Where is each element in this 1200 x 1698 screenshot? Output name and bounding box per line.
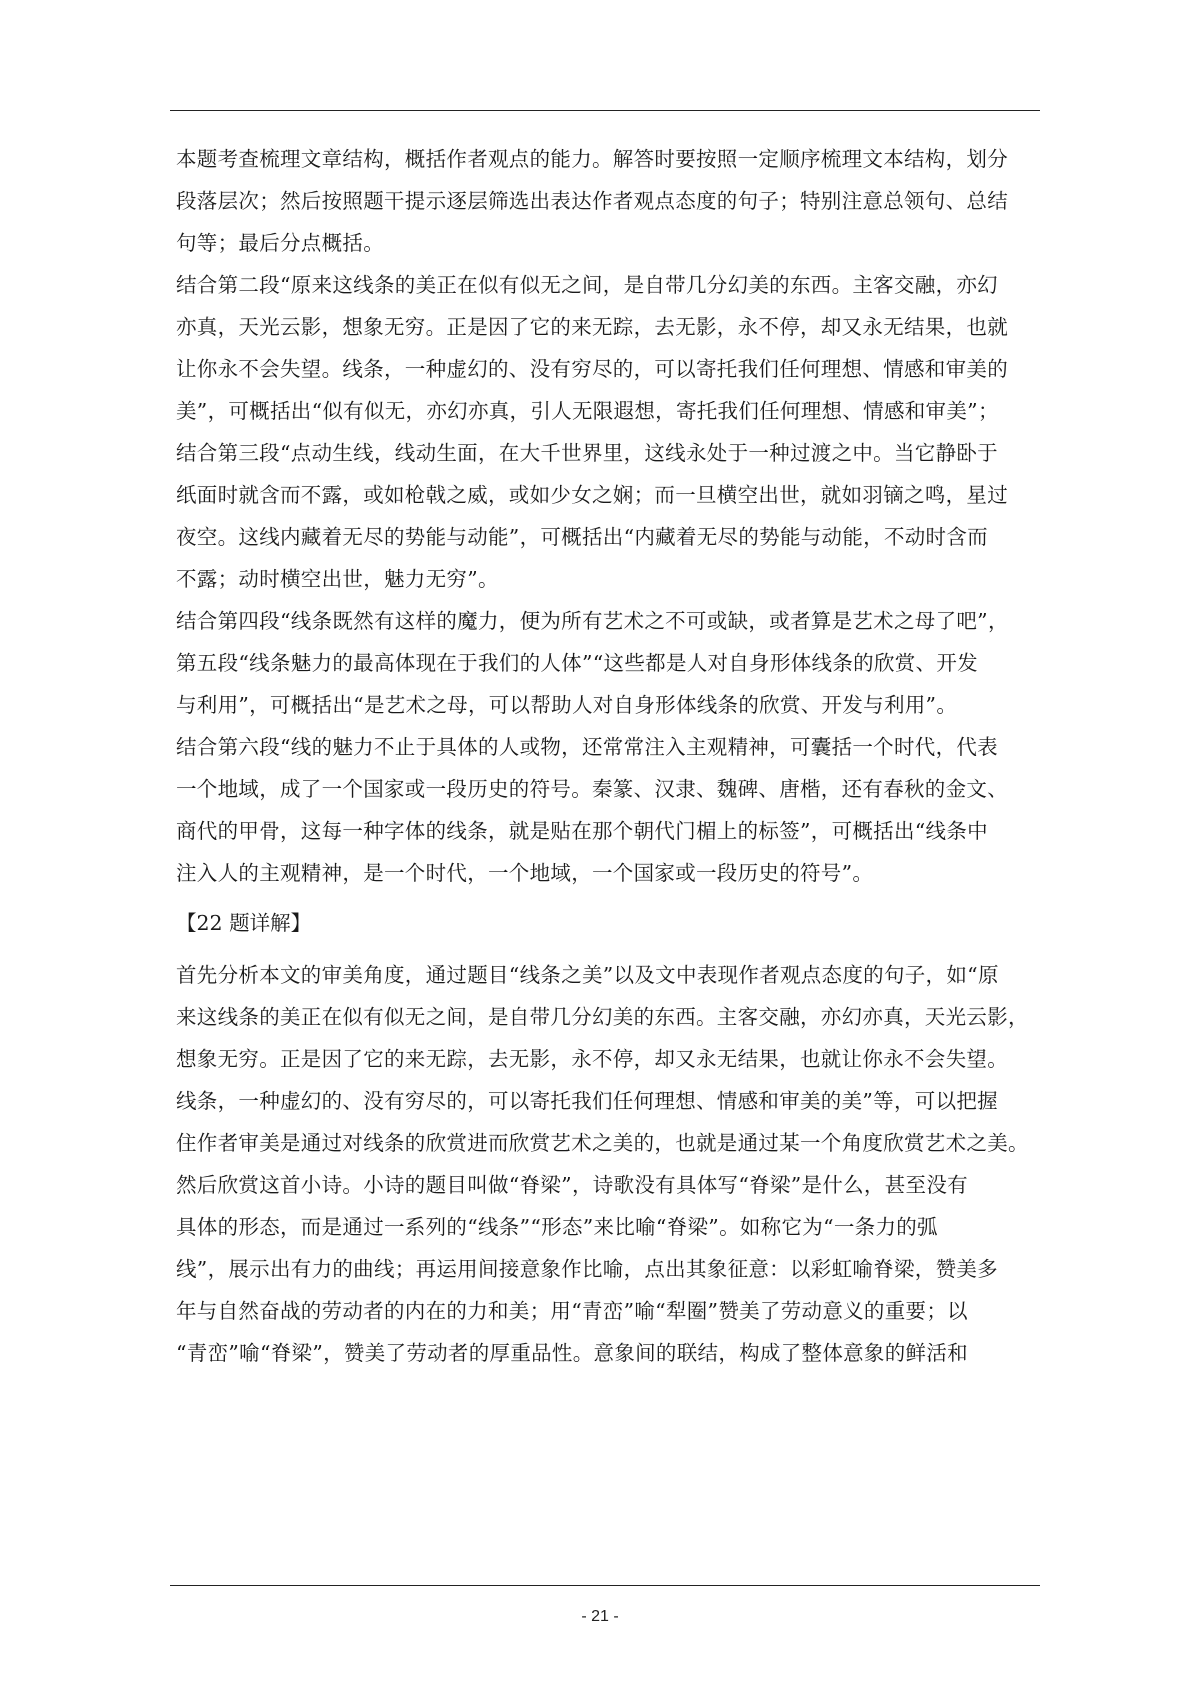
text-line: 然后欣赏这首小诗。小诗的题目叫做“脊梁”，诗歌没有具体写“脊梁”是什么，甚至没有	[176, 1173, 968, 1197]
paragraph-3	[176, 432, 1034, 600]
text-line: 结合第四段“线条既然有这样的魔力，便为所有艺术之不可或缺，或者算是艺术之母了吧”，	[176, 609, 1009, 633]
text-line: 让你永不会失望。线条，一种虚幻的、没有穷尽的，可以寄托我们任何理想、情感和审美的	[176, 357, 1008, 381]
text-line: 结合第六段“线的魅力不止于具体的人或物，还常常注入主观精神，可囊括一个时代，代表	[176, 735, 998, 759]
text-line: 商代的甲骨，这每一种字体的线条，就是贴在那个朝代门楣上的标签”，可概括出“线条中	[176, 819, 988, 843]
text-line: 结合第二段“原来这线条的美正在似有似无之间，是自带几分幻美的东西。主客交融，亦幻	[176, 273, 998, 297]
text-line: 结合第三段“点动生线，线动生面，在大千世界里，这线永处于一种过渡之中。当它静卧于	[176, 441, 998, 465]
text-line: 注入人的主观精神，是一个时代，一个地域，一个国家或一段历史的符号”。	[176, 861, 874, 885]
text-line: 年与自然奋战的劳动者的内在的力和美；用“青峦”喻“犁圈”赞美了劳动意义的重要；以	[176, 1299, 968, 1323]
text-line: 本题考查梳理文章结构，概括作者观点的能力。解答时要按照一定顺序梳理文本结构，划分	[176, 147, 1008, 171]
text-line: 段落层次；然后按照题干提示逐层筛选出表达作者观点态度的句子；特别注意总领句、总结	[176, 189, 1008, 213]
text-line: 来这线条的美正在似有似无之间，是自带几分幻美的东西。主客交融，亦幻亦真，天光云影，	[176, 1005, 1029, 1029]
text-line: 首先分析本文的审美角度，通过题目“线条之美”以及文中表现作者观点态度的句子，如“原	[176, 963, 999, 987]
text-line: 想象无穷。正是因了它的来无踪，去无影，永不停，却又永无结果，也就让你永不会失望。	[176, 1047, 1008, 1071]
text-line: 住作者审美是通过对线条的欣赏进而欣赏艺术之美的，也就是通过某一个角度欣赏艺术之美。	[176, 1131, 1029, 1155]
text-line: 美”，可概括出“似有似无，亦幻亦真，引人无限遐想，寄托我们任何理想、情感和审美”；	[176, 399, 999, 423]
paragraph-4	[176, 600, 1034, 726]
text-line: 线条，一种虚幻的、没有穷尽的，可以寄托我们任何理想、情感和审美的美”等，可以把握	[176, 1089, 998, 1113]
text-line: 第五段“线条魅力的最高体现在于我们的人体”“这些都是人对自身形体线条的欣赏、开发	[176, 651, 978, 675]
spacer	[176, 894, 1034, 902]
text-line: 亦真，天光云影，想象无穷。正是因了它的来无踪，去无影，永不停，却又永无结果，也就	[176, 315, 1008, 339]
text-line: 夜空。这线内藏着无尽的势能与动能”，可概括出“内藏着无尽的势能与动能，不动时含而	[176, 525, 988, 549]
spacer	[176, 944, 1034, 954]
paragraph-2	[176, 264, 1034, 432]
text-line: 纸面时就含而不露，或如枪戟之威，或如少女之娴；而一旦横空出世，就如羽镝之鸣，星过	[176, 483, 1008, 507]
footer-rule	[170, 1585, 1040, 1586]
paragraph-1	[176, 138, 1034, 264]
text-line: 线”，展示出有力的曲线；再运用间接意象作比喻，点出其象征意：以彩虹喻脊梁，赞美多	[176, 1257, 998, 1281]
text-line: 与利用”，可概括出“是艺术之母，可以帮助人对自身形体线条的欣赏、开发与利用”。	[176, 693, 958, 717]
paragraph-6	[176, 954, 1034, 1374]
text-line: 一个地域，成了一个国家或一段历史的符号。秦篆、汉隶、魏碑、唐楷，还有春秋的金文、	[176, 777, 1008, 801]
header-rule	[170, 110, 1040, 111]
page-number: - 21 -	[581, 1608, 619, 1625]
section-heading: 【22 题详解】	[176, 911, 312, 935]
document-body	[176, 138, 1034, 1374]
text-line: 不露；动时横空出世，魅力无穷”。	[176, 567, 499, 591]
text-line: “青峦”喻“脊梁”，赞美了劳动者的厚重品性。意象间的联结，构成了整体意象的鲜活和	[176, 1341, 968, 1365]
paragraph-5	[176, 726, 1034, 894]
text-line: 句等；最后分点概括。	[176, 231, 384, 255]
text-line: 具体的形态，而是通过一系列的“线条”“形态”来比喻“脊梁”。如称它为“一条力的弧	[176, 1215, 938, 1239]
